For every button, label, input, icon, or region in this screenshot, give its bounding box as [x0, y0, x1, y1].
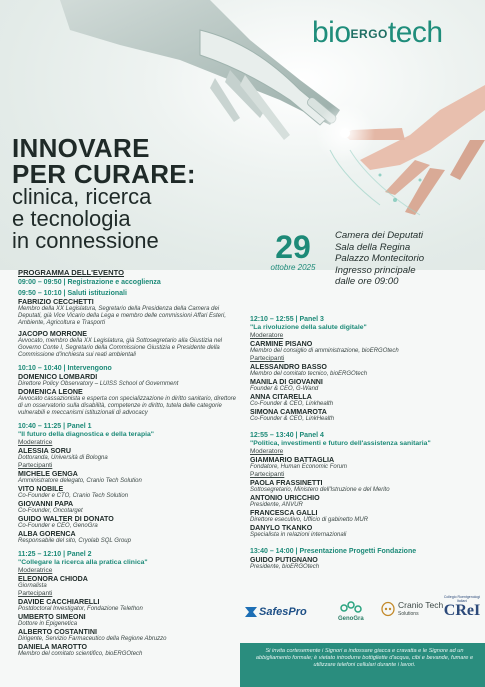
cranio-sublabel: Solutions: [398, 611, 419, 617]
genogra-logo: [338, 600, 364, 622]
logo-bio: bio: [312, 16, 351, 49]
moderator-label: Moderatrice: [18, 439, 53, 446]
speaker-name: SIMONA CAMMAROTA: [250, 408, 327, 416]
panel-2-title: "Collegare la ricerca alla pratica clinica": [18, 559, 148, 566]
session-panel-2: 11:25 – 12:10 | Panel 2: [18, 551, 92, 558]
safespro-icon: [243, 605, 259, 619]
crei-logo: [443, 595, 481, 619]
session-panel-3: 12:10 – 12:55 | Panel 3: [250, 316, 324, 323]
speaker-role: Membro della XX Legislatura, Segretario della Presidenza della Camera dei Deputati, già Vice Vicario della Lega e membro delle commissioni Affari Esteri, Ambiente, Agricoltura e Trasporti: [18, 306, 226, 326]
moderator-label: Moderatrice: [18, 567, 53, 574]
cranio-label: Cranio Tech: [398, 600, 444, 610]
speaker-name: DOMENICA LEONE: [18, 388, 83, 396]
session-panel-1: 10:40 – 11:25 | Panel 1: [18, 423, 92, 430]
speaker-name: ALESSANDRO BASSO: [250, 363, 327, 371]
speaker-role: Presidente, ANVUR: [250, 502, 303, 508]
program-left-column: [18, 269, 238, 658]
moderator-role: Giornalista: [18, 583, 47, 589]
cranio-tech-logo: [380, 601, 443, 619]
speaker-role: Avvocato cassazionista e esperta con specializzazione in diritto sanitario, direttore di un osservatorio sulla disabilità, competenze in diritto, tutela delle categorie vulnerabili e meccanismi istituzionali di advocacy: [18, 396, 237, 416]
speaker-name: DANIELA MAROTTO: [18, 643, 87, 651]
session-speeches: 10:10 – 10:40 | Intervengono: [18, 365, 112, 372]
notice-text: Si invita cortesemente i Signori a indossare giacca e cravatta e le Signore ad un abbigliamento formale; è vietato introdurre bottigliette d'acqua, cibi e bevande, fumare e utilizzare telefoni cellulari durante i lavori.: [255, 648, 474, 669]
moderator-role: Membro del consiglio di amministrazione, bioERGOtech: [250, 348, 399, 354]
speaker-name: JACOPO MORRONE: [18, 330, 87, 338]
speaker-role: Presidente, bioERGOtech: [250, 564, 320, 570]
speaker-name: MANILA DI GIOVANNI: [250, 378, 323, 386]
genogra-label: GenoGra: [338, 616, 364, 622]
event-month: ottobre 2025: [270, 263, 316, 272]
headline-light: [12, 186, 159, 252]
headline-line-2: PER CURARE:: [12, 159, 196, 189]
genogra-icon: [339, 600, 363, 616]
headline-bold: [12, 135, 196, 187]
safespro-logo: [243, 605, 307, 619]
moderator-role: Fondatore, Human Economic Forum: [250, 464, 348, 470]
speaker-role: Direttore Policy Observatory – LUISS School of Government: [18, 381, 179, 387]
bioergotech-logo: [312, 16, 443, 50]
speaker-name: VITO NOBILE: [18, 485, 64, 493]
moderator-label: Moderatore: [250, 332, 284, 339]
participants-label: Partecipanti: [18, 590, 53, 597]
logo-ergo: ERGO: [350, 27, 388, 41]
speaker-role: Responsabile del sito, Cryolab SQL Group: [18, 538, 131, 544]
panel-1-title: "Il futuro della diagnostica e della terapia": [18, 431, 154, 438]
location-line: Ingresso principale: [335, 264, 416, 276]
moderator-name: CARMINE PISANO: [250, 340, 313, 348]
speaker-role: Membro del comitato tecnico, bioERGOtech: [250, 371, 368, 377]
moderator-role: Dottoranda, Università di Bologna: [18, 455, 108, 461]
event-day: 29: [275, 229, 311, 265]
participants-label: Partecipanti: [250, 471, 285, 478]
speaker-role: Sottosegretario, Ministero dell'Istruzione e del Merito: [250, 487, 390, 493]
moderator-name: ALESSIA SORU: [18, 447, 71, 455]
panel-4-title: "Politica, investimenti e futuro dell'assistenza sanitaria": [250, 440, 431, 447]
crei-label: CReI: [443, 602, 481, 619]
speaker-name: PAOLA FRASSINETTI: [250, 479, 323, 487]
speaker-name: ANTONIO URICCHIO: [250, 494, 320, 502]
headline-line-4: e tecnologia: [12, 206, 131, 231]
moderator-name: GIAMMARIO BATTAGLIA: [250, 456, 335, 464]
panel-3-title: "La rivoluzione della salute digitale": [250, 324, 367, 331]
safespro-label: SafesPro: [259, 606, 307, 618]
sponsor-logos: [243, 595, 481, 628]
speaker-role: Postdoctoral Investigator, Fondazione Telethon: [18, 606, 143, 612]
speaker-role: Co-Founder & CEO, Linkhealth: [250, 401, 334, 407]
speaker-role: Membro del comitato scientifico, bioERGOtech: [18, 651, 143, 657]
session-registration: 09:00 – 09:50 | Registrazione e accoglienza: [18, 279, 161, 286]
location-line: Camera dei Deputati: [335, 230, 423, 241]
location-line: dalle ore 09:00: [335, 276, 399, 288]
speaker-name: ANNA CITARELLA: [250, 393, 312, 401]
headline-line-3: clinica, ricerca: [12, 184, 152, 209]
moderator-name: ELEONORA CHIODA: [18, 575, 88, 583]
speaker-name: DOMENICO LOMBARDI: [18, 373, 98, 381]
speaker-role: Co-Founder & CEO, LinkHealth: [250, 416, 335, 422]
speaker-name: GUIDO WALTER DI DONATO: [18, 515, 114, 523]
speaker-role: Co-Founder, Oncotarget: [18, 508, 83, 514]
speaker-name: FABRIZIO CECCHETTI: [18, 298, 94, 306]
event-location: [335, 230, 424, 288]
crei-toplabel: Collegio Roentgenologi Italiani: [443, 595, 481, 603]
participants-label: Partecipanti: [250, 355, 285, 362]
speaker-role: Amministratore delegato, Cranio Tech Solution: [18, 478, 142, 484]
moderator-label: Moderatore: [250, 448, 284, 455]
speaker-role: Specialista in relazioni internazionali: [250, 532, 347, 538]
program-title: PROGRAMMA DELL'EVENTO: [18, 268, 125, 277]
speaker-name: UMBERTO SIMEONI: [18, 613, 86, 621]
cranio-skull-icon: [380, 601, 396, 619]
location-line: Sala della Regina: [335, 241, 411, 253]
speaker-role: Founder & CEO, G-Wand: [250, 386, 319, 392]
speaker-name: ALBERTO COSTANTINI: [18, 628, 97, 636]
session-foundation-projects: 13:40 – 14:00 | Presentazione Progetti Fondazione: [250, 548, 417, 555]
speaker-name: GUIDO PUTIGNANO: [250, 556, 318, 564]
session-panel-4: 12:55 – 13:40 | Panel 4: [250, 432, 324, 439]
headline-line-1: INNOVARE: [12, 133, 150, 163]
location-line: Palazzo Montecitorio: [335, 253, 425, 265]
speaker-role: Dirigente, Servizio Farmaceutico della Regione Abruzzo: [18, 636, 167, 642]
speaker-name: MICHELE GENGA: [18, 470, 78, 478]
program-right-column: [250, 316, 475, 571]
speaker-role: Co-Founder e CEO, GenoGra: [18, 523, 98, 529]
speaker-name: ALBA GORENCA: [18, 530, 76, 538]
dress-code-notice: [240, 643, 485, 687]
speaker-name: DAVIDE CACCHIARELLI: [18, 598, 100, 606]
speaker-name: GIOVANNI PAPA: [18, 500, 74, 508]
speaker-role: Dottore in Epigenetica: [18, 621, 78, 627]
speaker-role: Direttore esecutivo, Ufficio di gabinetto MUR: [250, 517, 369, 523]
speaker-name: FRANCESCA GALLI: [250, 509, 318, 517]
headline-line-5: in connessione: [12, 228, 159, 253]
speaker-name: DANYLO TKANKO: [250, 524, 313, 532]
speaker-role: Co-Founder e CTO, Cranio Tech Solution: [18, 493, 129, 499]
event-date: [263, 231, 323, 273]
logo-tech: tech: [387, 16, 443, 49]
session-greetings: 09:50 – 10:10 | Saluti istituzionali: [18, 290, 127, 297]
speaker-role: Avvocato, membro della XX Legislatura, già Sottosegretario alla Giustizia nel Governo Conte I, Segretario della Commissione Giustizia e Presidente della Commissione d'inchiesta sui reati ambientali: [18, 338, 222, 358]
participants-label: Partecipanti: [18, 462, 53, 469]
